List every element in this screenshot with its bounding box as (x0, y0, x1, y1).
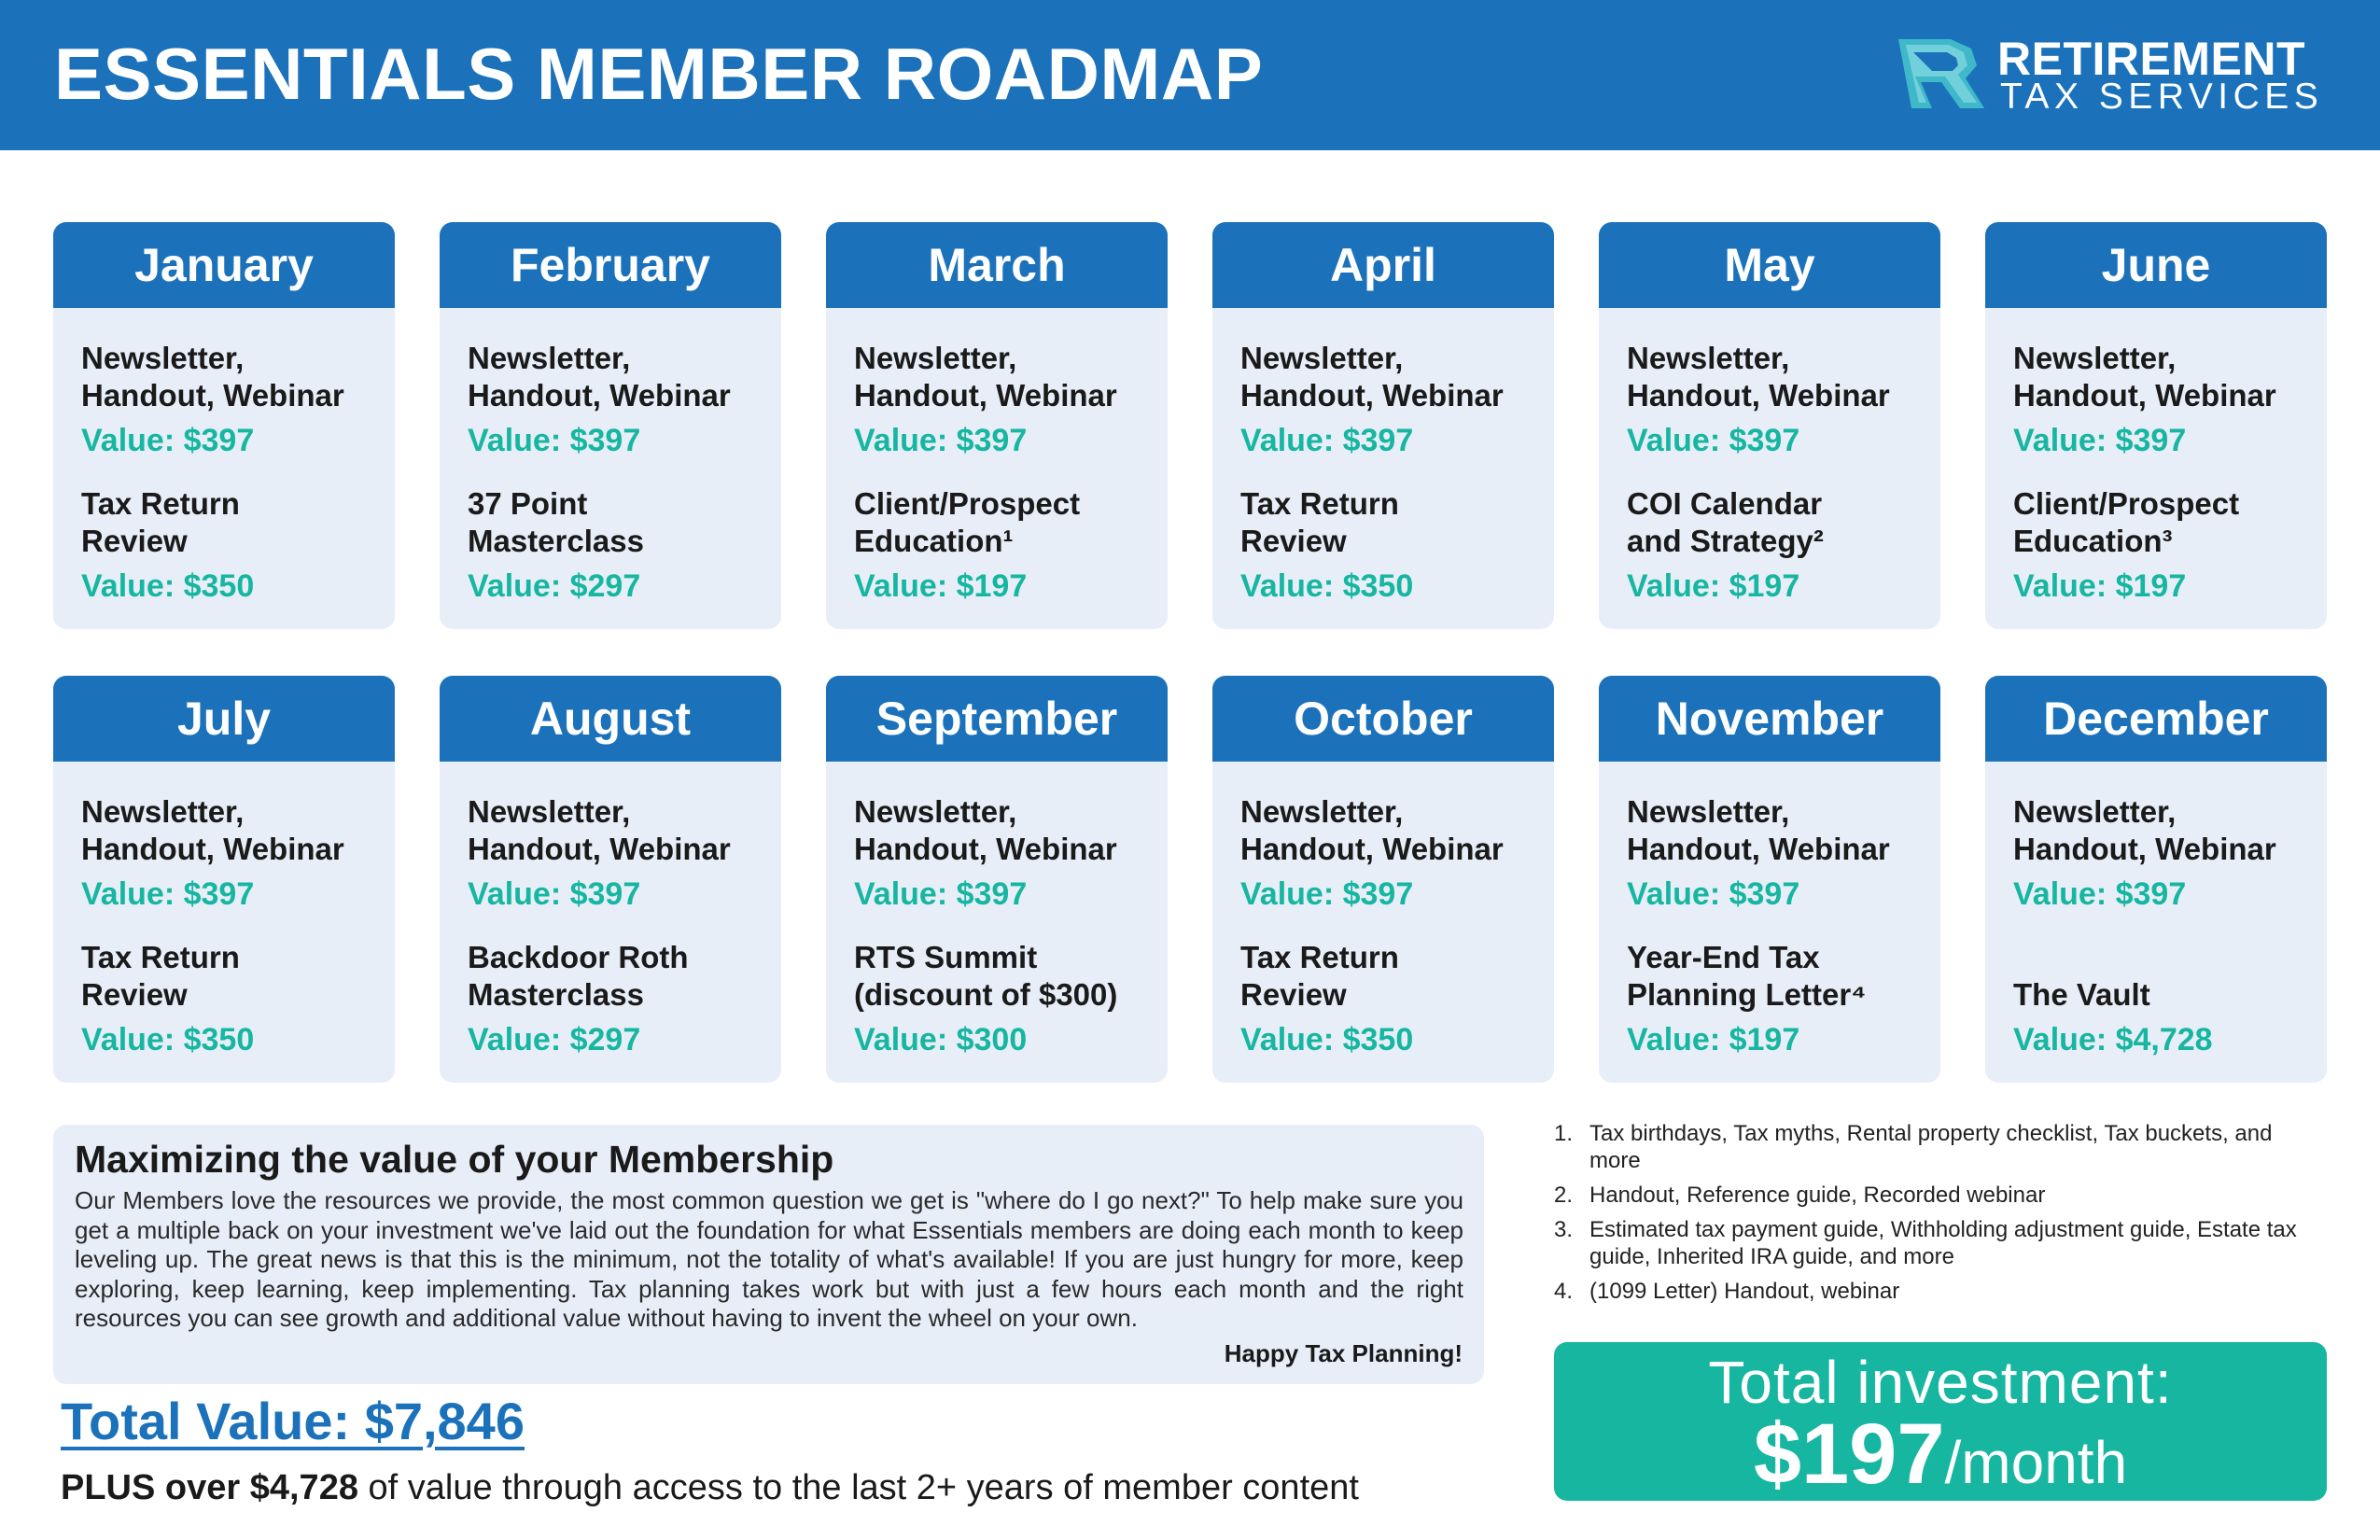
month-card-march (826, 222, 1168, 629)
item-label: 37 Point Masterclass (468, 486, 644, 558)
item-value: Value: $397 (81, 876, 255, 912)
item-label: Newsletter, Handout, Webinar (468, 794, 731, 866)
item-value: Value: $397 (468, 423, 641, 458)
item-value: Value: $350 (1240, 1022, 1414, 1057)
item-label: Newsletter, Handout, Webinar (2013, 794, 2276, 866)
item-value: Value: $397 (1627, 423, 1800, 458)
item-label: Tax Return Review (81, 940, 240, 1012)
month-items (1599, 308, 1940, 605)
investment-price (1554, 1406, 2327, 1504)
item-label: Client/Prospect Education¹ (854, 486, 1081, 558)
item-value: Value: $397 (2013, 423, 2187, 458)
month-name: November (1599, 676, 1940, 762)
month-items (1212, 308, 1554, 605)
item-label: RTS Summit (discount of $300) (854, 940, 1118, 1012)
item-value: Value: $397 (1240, 876, 1414, 912)
month-name: April (1212, 222, 1554, 308)
logo-r-icon (1895, 35, 1997, 112)
item-label: Newsletter, Handout, Webinar (1627, 794, 1890, 866)
month-name: May (1599, 222, 1940, 308)
item-label: Newsletter, Handout, Webinar (2013, 341, 2276, 413)
month-name: February (440, 222, 781, 308)
footnote-item (1554, 1278, 2301, 1305)
month-items (1985, 308, 2327, 605)
item-value: Value: $297 (468, 1022, 641, 1057)
footnote-number: 4. (1554, 1279, 1574, 1304)
company-logo (1895, 32, 2333, 121)
item-value: Value: $4,728 (2013, 1022, 2213, 1057)
page-title: ESSENTIALS MEMBER ROADMAP (54, 33, 1264, 115)
item-label: Newsletter, Handout, Webinar (81, 794, 344, 866)
month-items (53, 762, 395, 1058)
footnote-text: (1099 Letter) Handout, webinar (1589, 1279, 1900, 1304)
logo-wordmark-top: RETIREMENT (1997, 33, 2305, 85)
item-value: Value: $397 (854, 423, 1028, 458)
month-card-august (440, 676, 781, 1083)
plus-value-rest: of value through access to the last 2+ years of member content (357, 1468, 1359, 1507)
investment-amount: $197 (1753, 1407, 1945, 1502)
page-header (0, 0, 2380, 150)
item-value: Value: $350 (1240, 568, 1414, 604)
footnote-text: Tax birthdays, Tax myths, Rental property checklist, Tax buckets, and more (1589, 1121, 2273, 1173)
logo-wordmark-bottom: TAX SERVICES (2000, 77, 2324, 117)
footnote-number: 2. (1554, 1183, 1574, 1208)
item-label: Tax Return Review (1240, 940, 1399, 1012)
footnote-number: 3. (1554, 1217, 1574, 1242)
item-label: Backdoor Roth Masterclass (468, 940, 689, 1012)
plus-value-line (61, 1468, 1359, 1508)
month-name: March (826, 222, 1168, 308)
month-name: July (53, 676, 395, 762)
item-value: Value: $197 (854, 568, 1028, 604)
item-value: Value: $350 (81, 568, 255, 604)
footnote-item (1554, 1182, 2301, 1209)
footnotes-list (1554, 1120, 2301, 1312)
month-items (1212, 762, 1554, 1058)
month-card-september (826, 676, 1168, 1083)
item-value: Value: $397 (1627, 876, 1800, 912)
item-label: Newsletter, Handout, Webinar (81, 341, 344, 413)
footnote-item (1554, 1120, 2301, 1174)
month-name: September (826, 676, 1168, 762)
item-label: The Vault (2013, 977, 2150, 1012)
month-name: October (1212, 676, 1554, 762)
month-name: January (53, 222, 395, 308)
month-name: December (1985, 676, 2327, 762)
item-value: Value: $397 (854, 876, 1028, 912)
maximizing-title: Maximizing the value of your Membership (75, 1138, 834, 1181)
footnote-text: Handout, Reference guide, Recorded webinar (1589, 1183, 2046, 1208)
item-label: Newsletter, Handout, Webinar (468, 341, 731, 413)
item-value: Value: $350 (81, 1022, 255, 1057)
item-label: Newsletter, Handout, Webinar (1627, 341, 1890, 413)
investment-period: /month (1944, 1429, 2128, 1496)
month-items (440, 308, 781, 605)
month-card-october (1212, 676, 1554, 1083)
item-value: Value: $197 (2013, 568, 2187, 604)
item-value: Value: $397 (468, 876, 641, 912)
month-card-january (53, 222, 395, 629)
item-label: COI Calendar and Strategy² (1627, 486, 1824, 558)
item-label: Newsletter, Handout, Webinar (1240, 341, 1504, 413)
month-items (826, 762, 1168, 1058)
maximizing-membership-box (53, 1125, 1484, 1384)
item-label: Tax Return Review (1240, 486, 1399, 558)
plus-value-bold: PLUS over $4,728 (61, 1468, 358, 1507)
month-items (826, 308, 1168, 605)
month-card-may (1599, 222, 1940, 629)
month-card-december (1985, 676, 2327, 1083)
month-items (1985, 762, 2327, 1058)
investment-label: Total investment: (1708, 1349, 2173, 1416)
item-value: Value: $397 (1240, 423, 1414, 458)
maximizing-text: Our Members love the resources we provide, the most common question we get is "where do I go next?" To help make sure you get a multiple back on your investment we've laid out the foundation for what Essentials members are doing each month to keep leveling up. The great news is that this is the minimum, not the totality of what's available! If you are just hungry for more, keep exploring, keep learning, keep implementing. Tax planning takes work but with just a few hours each month and the right resources you can see growth and additional value without having to invent the wheel on your own. (75, 1186, 1463, 1332)
month-card-february (440, 222, 781, 629)
item-value: Value: $397 (2013, 876, 2187, 912)
item-value: Value: $300 (854, 1022, 1028, 1057)
month-grid (53, 222, 2327, 1083)
total-investment-box (1554, 1342, 2327, 1501)
month-name: August (440, 676, 781, 762)
item-value: Value: $197 (1627, 1022, 1800, 1057)
item-value: Value: $297 (468, 568, 641, 604)
month-items (440, 762, 781, 1058)
footnote-item (1554, 1216, 2301, 1270)
month-name: June (1985, 222, 2327, 308)
month-card-july (53, 676, 395, 1083)
maximizing-signoff: Happy Tax Planning! (1224, 1339, 1463, 1367)
month-items (1599, 762, 1940, 1058)
item-value: Value: $197 (1627, 568, 1800, 604)
footnote-number: 1. (1554, 1121, 1574, 1146)
footnote-text: Estimated tax payment guide, Withholding adjustment guide, Estate tax guide, Inherited IRA guide, and more (1589, 1217, 2297, 1269)
item-label: Tax Return Review (81, 486, 240, 558)
month-card-april (1212, 222, 1554, 629)
item-label: Client/Prospect Education³ (2013, 486, 2240, 558)
total-value: Total Value: $7,846 (61, 1392, 525, 1450)
item-label: Newsletter, Handout, Webinar (854, 794, 1117, 866)
month-items (53, 308, 395, 605)
item-label: Newsletter, Handout, Webinar (854, 341, 1117, 413)
month-card-june (1985, 222, 2327, 629)
item-value: Value: $397 (81, 423, 255, 458)
item-label: Newsletter, Handout, Webinar (1240, 794, 1504, 866)
item-label: Year-End Tax Planning Letter⁴ (1627, 940, 1867, 1012)
month-card-november (1599, 676, 1940, 1083)
